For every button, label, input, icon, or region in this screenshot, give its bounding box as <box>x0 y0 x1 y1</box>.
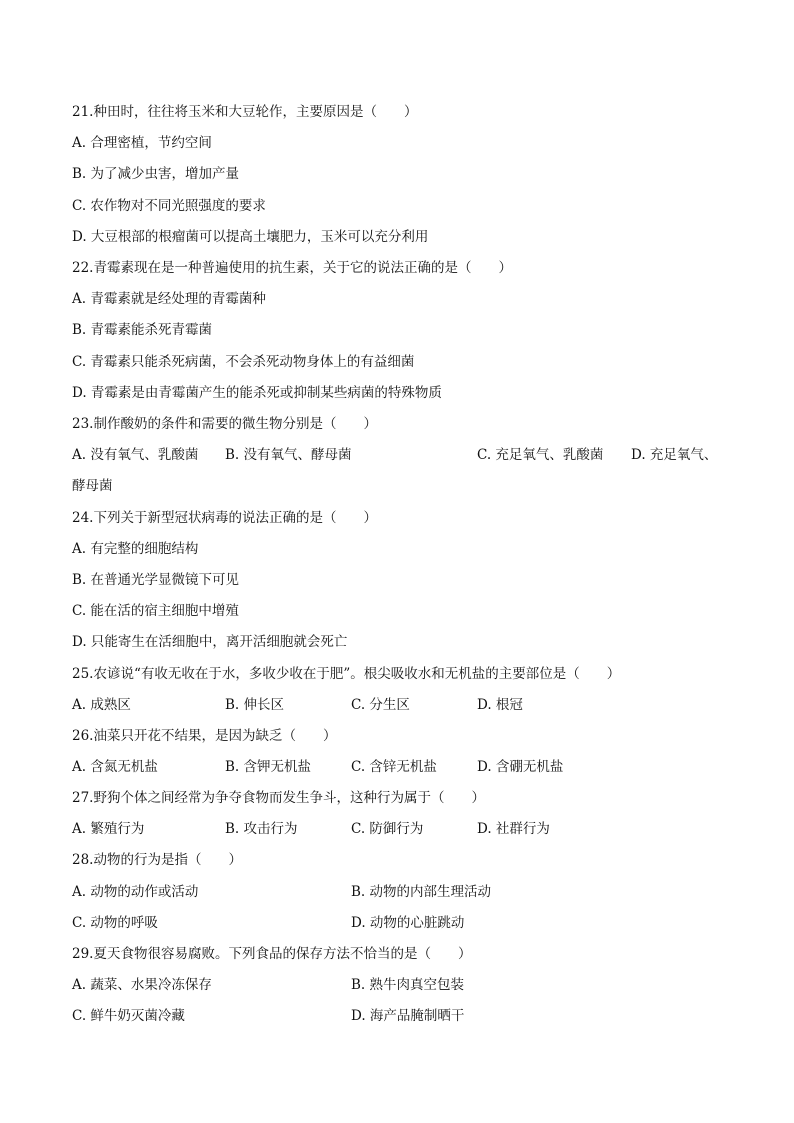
question-25-option-d: D. 根冠 <box>477 697 523 713</box>
question-22-option-c: C. 青霉素只能杀死病菌，不会杀死动物身体上的有益细菌 <box>72 354 415 370</box>
question-22-stem: 22.青霉素现在是一种普遍使用的抗生素，关于它的说法正确的是（ ） <box>72 260 512 276</box>
question-29-option-b: B. 熟牛肉真空包装 <box>351 977 465 993</box>
question-23-option-d-continued: 酵母菌 <box>72 478 113 494</box>
question-28-stem: 28.动物的行为是指（ ） <box>72 852 242 868</box>
question-24-option-b: B. 在普通光学显微镜下可见 <box>72 572 240 588</box>
question-28-option-b: B. 动物的内部生理活动 <box>351 884 492 900</box>
question-23-stem: 23.制作酸奶的条件和需要的微生物分别是（ ） <box>72 416 377 432</box>
question-28-option-d: D. 动物的心脏跳动 <box>351 915 465 931</box>
question-29-option-a: A. 蔬菜、水果冷冻保存 <box>72 977 212 993</box>
question-26-option-b: B. 含钾无机盐 <box>225 759 312 775</box>
question-27-option-b: B. 攻击行为 <box>225 821 298 837</box>
question-29-option-c: C. 鲜牛奶灭菌冷藏 <box>72 1008 185 1024</box>
question-29-stem: 29.夏天食物很容易腐败。下列食品的保存方法不恰当的是（ ） <box>72 946 472 962</box>
question-21-option-b: B. 为了减少虫害，增加产量 <box>72 166 240 182</box>
question-24-option-c: C. 能在活的宿主细胞中增殖 <box>72 603 239 619</box>
question-27-option-d: D. 社群行为 <box>477 821 550 837</box>
question-25-stem: 25.农谚说“有收无收在于水，多收少收在于肥”。根尖吸收水和无机盐的主要部位是（ ） <box>72 666 621 682</box>
question-26-option-c: C. 含锌无机盐 <box>351 759 437 775</box>
question-27-option-c: C. 防御行为 <box>351 821 424 837</box>
question-24-stem: 24.下列关于新型冠状病毒的说法正确的是（ ） <box>72 510 377 526</box>
question-27-stem: 27.野狗个体之间经常为争夺食物而发生争斗，这种行为属于（ ） <box>72 790 485 806</box>
question-24-option-d: D. 只能寄生在活细胞中，离开活细胞就会死亡 <box>72 634 348 650</box>
question-25-option-c: C. 分生区 <box>351 697 410 713</box>
question-26-stem: 26.油菜只开花不结果，是因为缺乏（ ） <box>72 728 337 744</box>
question-22-option-b: B. 青霉素能杀死青霉菌 <box>72 322 213 338</box>
question-26-option-a: A. 含氮无机盐 <box>72 759 158 775</box>
question-23-option-d: D. 充足氧气、 <box>631 447 718 463</box>
question-23-option-a: A. 没有氧气、乳酸菌 <box>72 447 199 463</box>
question-25-option-a: A. 成熟区 <box>72 697 131 713</box>
question-22-option-a: A. 青霉素就是经处理的青霉菌种 <box>72 291 266 307</box>
question-23-option-b: B. 没有氧气、酵母菌 <box>225 447 352 463</box>
question-23-option-c: C. 充足氧气、乳酸菌 <box>477 447 604 463</box>
question-28-option-a: A. 动物的动作或活动 <box>72 884 199 900</box>
question-29-option-d: D. 海产品腌制晒干 <box>351 1008 465 1024</box>
question-21-option-a: A. 合理密植，节约空间 <box>72 135 212 151</box>
question-21-stem: 21.种田时，往往将玉米和大豆轮作，主要原因是（ ） <box>72 104 418 120</box>
question-22-option-d: D. 青霉素是由青霉菌产生的能杀死或抑制某些病菌的特殊物质 <box>72 385 442 401</box>
question-24-option-a: A. 有完整的细胞结构 <box>72 541 199 557</box>
question-27-option-a: A. 繁殖行为 <box>72 821 145 837</box>
question-21-option-c: C. 农作物对不同光照强度的要求 <box>72 198 266 214</box>
question-26-option-d: D. 含硼无机盐 <box>477 759 564 775</box>
question-28-option-c: C. 动物的呼吸 <box>72 915 158 931</box>
question-21-option-d: D. 大豆根部的根瘤菌可以提高土壤肥力，玉米可以充分利用 <box>72 229 429 245</box>
question-25-option-b: B. 伸长区 <box>225 697 285 713</box>
